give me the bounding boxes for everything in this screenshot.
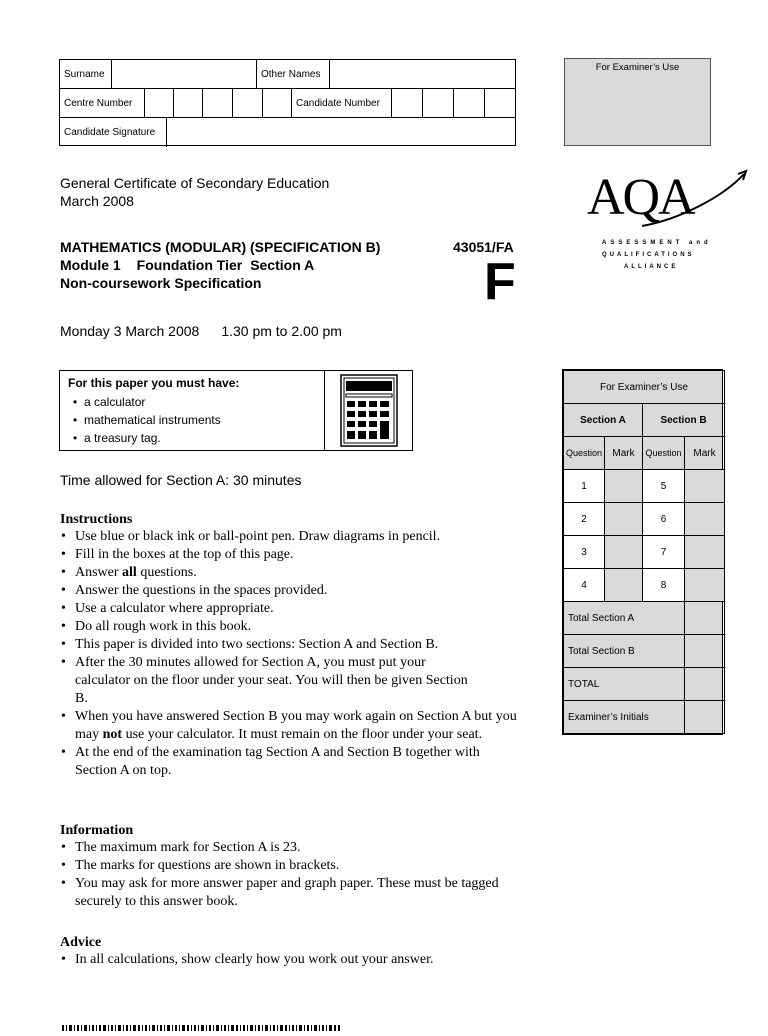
grid-mark-cell[interactable] [605, 470, 643, 503]
information-section [60, 823, 520, 911]
requirement-item: • a treasury tag. [68, 429, 221, 447]
grid-mark-cell[interactable] [605, 536, 643, 569]
surname-field[interactable] [112, 60, 257, 88]
tier-letter: F [484, 253, 516, 311]
centre-number-digit-2[interactable] [174, 89, 203, 117]
instruction-emphasis: all [122, 565, 137, 580]
information-list [60, 839, 520, 911]
exam-session: March 2008 [60, 193, 134, 209]
paper-code: 43051/FA [453, 239, 514, 255]
grid-mark-cell[interactable] [685, 470, 725, 503]
grid-total-cell[interactable] [685, 668, 725, 701]
instructions-section [60, 512, 520, 780]
advice-section [60, 935, 520, 969]
other-names-field[interactable] [330, 60, 515, 88]
tier-label: Foundation Tier [136, 257, 243, 273]
grid-section-b: Section B [643, 404, 725, 437]
centre-number-digit-5[interactable] [263, 89, 292, 117]
advice-heading: Advice [60, 935, 102, 950]
requirements-box [59, 370, 413, 451]
section-label: Section A [250, 257, 315, 273]
grid-mark-cell[interactable] [685, 536, 725, 569]
aqa-logo [582, 168, 752, 283]
module-label: Module 1 [60, 257, 121, 273]
instructions-heading: Instructions [60, 512, 133, 527]
candidate-number-digit-1[interactable] [392, 89, 423, 117]
instruction-item [60, 564, 520, 582]
instruction-emphasis: not [102, 727, 123, 742]
examiner-marks-table [563, 370, 725, 734]
grid-section-a: Section A [564, 404, 643, 437]
examiner-marks-grid [562, 369, 723, 735]
grid-question-number: 3 [564, 536, 605, 569]
grid-mark-cell[interactable] [685, 503, 725, 536]
instruction-item: • Use a calculator where appropriate. [60, 600, 520, 618]
aqa-logo-line-1: ASSESSMENT and [602, 240, 712, 246]
instruction-item: • Use blue or black ink or ball-point pen. Draw diagrams in pencil. [60, 528, 520, 546]
advice-list [60, 951, 520, 969]
candidate-details-box [59, 59, 516, 146]
module-line [60, 256, 314, 274]
grid-mark-cell[interactable] [605, 569, 643, 602]
instructions-list [60, 528, 520, 780]
calculator-icon [325, 371, 413, 450]
information-item: • The maximum mark for Section A is 23. [60, 839, 520, 857]
requirement-item: • a calculator [68, 393, 221, 411]
information-heading: Information [60, 823, 134, 838]
candidate-number-label: Candidate Number [292, 89, 392, 117]
exam-time: 1.30 pm to 2.00 pm [221, 323, 342, 339]
grid-question-number: 8 [643, 569, 685, 602]
other-names-label: Other Names [257, 60, 330, 88]
exam-date: Monday 3 March 2008 [60, 323, 200, 339]
grid-total-section-b-cell[interactable] [685, 635, 725, 668]
grid-total-label: TOTAL [564, 668, 685, 701]
instruction-item: • Answer the questions in the spaces provided. [60, 582, 520, 600]
centre-number-digit-3[interactable] [203, 89, 233, 117]
requirements-list [68, 393, 221, 447]
instruction-item: • Do all rough work in this book. [60, 618, 520, 636]
barcode-icon [62, 1025, 342, 1031]
aqa-logo-line-3: ALLIANCE [624, 264, 679, 270]
grid-question-header: Question [643, 437, 685, 470]
grid-question-header: Question [564, 437, 605, 470]
instruction-item: • After the 30 minutes allowed for Section A, you must put your calculator on the floor under your seat. You will then be given Section B. [60, 654, 470, 708]
grid-total-section-b-label: Total Section B [564, 635, 685, 668]
grid-title: For Examiner’s Use [564, 371, 725, 404]
requirement-item: • mathematical instruments [68, 411, 221, 429]
calculator-cell [324, 371, 413, 450]
grid-question-number: 6 [643, 503, 685, 536]
candidate-number-row [60, 89, 515, 118]
aqa-logo-text: AQA [587, 169, 694, 226]
instruction-text: questions. [136, 565, 197, 580]
information-item: • The marks for questions are shown in brackets. [60, 857, 520, 875]
grid-total-section-a-label: Total Section A [564, 602, 685, 635]
information-item: • You may ask for more answer paper and graph paper. These must be tagged securely to this answer book. [60, 875, 515, 911]
grid-mark-header: Mark [685, 437, 725, 470]
grid-question-number: 5 [643, 470, 685, 503]
specification-line: Non-coursework Specification [60, 275, 262, 291]
grid-question-number: 1 [564, 470, 605, 503]
instruction-item: • At the end of the examination tag Section A and Section B together with Section A on top. [60, 744, 515, 780]
advice-item: • In all calculations, show clearly how you work out your answer. [60, 951, 520, 969]
grid-examiner-initials-label: Examiner’s Initials [564, 701, 685, 734]
grid-examiner-initials-cell[interactable] [685, 701, 725, 734]
instruction-text: Answer [75, 565, 123, 580]
grid-mark-cell[interactable] [605, 503, 643, 536]
subject-title: MATHEMATICS (MODULAR) (SPECIFICATION B) [60, 239, 381, 255]
centre-number-digit-1[interactable] [145, 89, 174, 117]
candidate-number-digit-2[interactable] [423, 89, 454, 117]
qualification-title: General Certificate of Secondary Education [60, 175, 330, 191]
instruction-text: use your calculator. It must remain on the floor under your seat. [122, 727, 483, 742]
candidate-name-row [60, 60, 515, 89]
instruction-item: • This paper is divided into two sections: Section A and Section B. [60, 636, 520, 654]
instruction-item [60, 708, 520, 744]
time-allowed: Time allowed for Section A: 30 minutes [60, 472, 302, 488]
centre-number-label: Centre Number [60, 89, 145, 117]
surname-label: Surname [60, 60, 112, 88]
examiner-use-box: For Examiner’s Use [564, 58, 711, 146]
barcode-strip [62, 1018, 342, 1024]
exam-date-time [60, 322, 342, 340]
grid-total-section-a-cell[interactable] [685, 602, 725, 635]
candidate-number-digit-3[interactable] [454, 89, 485, 117]
aqa-logo-line-2: QUALIFICATIONS [602, 252, 695, 258]
candidate-number-digit-4[interactable] [485, 89, 515, 117]
instruction-text: When you have answered Section B you may work again on Section A but you may [75, 709, 517, 742]
grid-mark-cell[interactable] [685, 569, 725, 602]
grid-question-number: 7 [643, 536, 685, 569]
grid-question-number: 2 [564, 503, 605, 536]
grid-mark-header: Mark [605, 437, 643, 470]
candidate-signature-row [60, 118, 515, 147]
instruction-item: • Fill in the boxes at the top of this page. [60, 546, 520, 564]
candidate-signature-label: Candidate Signature [60, 118, 167, 147]
candidate-signature-field[interactable] [167, 118, 515, 147]
grid-question-number: 4 [564, 569, 605, 602]
requirements-title: For this paper you must have: [68, 376, 240, 390]
centre-number-digit-4[interactable] [233, 89, 263, 117]
